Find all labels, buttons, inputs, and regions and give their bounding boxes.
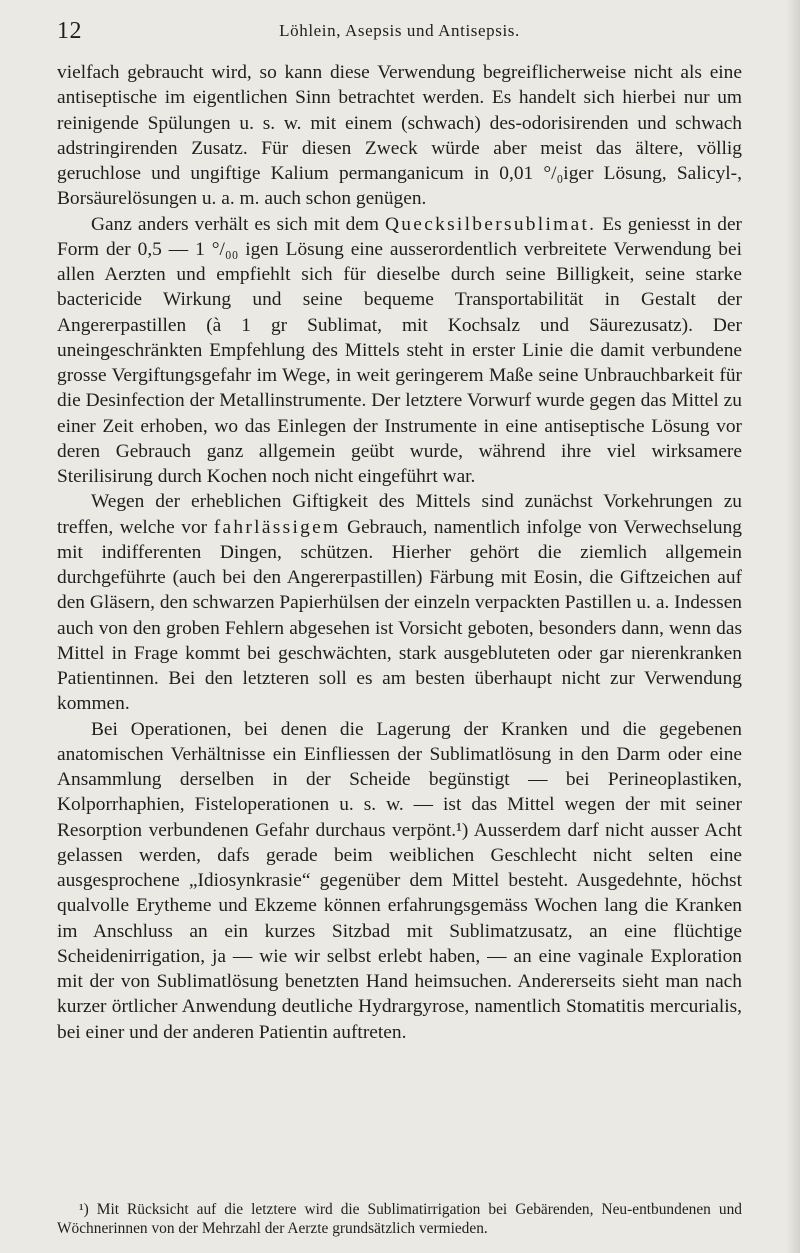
paragraph-1: vielfach gebraucht wird, so kann diese Verwendung begreiflicherweise nicht als eine antiseptische im eigentlichen Sinn betrachtet werden. Es handelt sich hierbei nur um reinigende Spülungen u. s. w. mit einem (schwach) des-odorisirenden und schwach adstringirenden Zusatz. Für diesen Zweck würde aber meist das ältere, völlig geruchlose und ungiftige Kalium permanganicum in 0,01 °/₀iger Lösung, Salicyl-, Borsäurelösungen u. a. m. auch schon genügen. [57, 62, 742, 210]
page-edge-shadow [786, 0, 800, 1253]
paragraph-2-part-b: Es geniesst in der Form der 0,5 — 1 °/₀₀ igen Lösung eine ausserordentlich verbreitete Verwendung bei allen Aerzten und empfiehlt sich für dieselbe durch seine Billigkeit, seine starke bactericide Wirkung und seine bequeme Transportabilität in Gestalt der Angererpastillen (à 1 gr Sublimat, mit Kochsalz und Säurezusatz). Der uneingeschränkten Empfehlung des Mittels steht in erster Linie die damit verbundene grosse Vergiftungsgefahr im Wege, in weit geringerem Maße seine Unbrauchbarkeit für die Desinfection der Metallinstrumente. Der letztere Vorwurf wurde gegen das Mittel zu einer Zeit erhoben, wo das Einlegen der Instrumente in eine antiseptische Lösung vor deren Gebrauch ganz allgemein geübt wurde, während ihre viel wirksamere Sterilisirung durch Kochen noch nicht eingeführt war. [57, 213, 743, 487]
paragraph-2 [57, 212, 742, 490]
footnote-1: ¹) Mit Rücksicht auf die letztere wird die Sublimatirrigation bei Gebärenden, Neu-entbundenen und Wöchnerinnen von der Mehrzahl der Aerzte grundsätzlich vermieden. [57, 1201, 742, 1237]
paragraph-3 [57, 489, 742, 716]
running-head: Löhlein, Asepsis und Antisepsis. [279, 21, 520, 40]
page-header [57, 16, 742, 54]
paragraph-2-spaced-term: Quecksilbersublimat. [384, 213, 597, 235]
paragraph-3-spaced-term: fahrlässigem [213, 516, 341, 538]
paragraph-4: Bei Operationen, bei denen die Lagerung der Kranken und die gegebenen anatomischen Verhältnisse ein Einfliessen der Sublimatlösung in den Darm oder eine Ansammlung derselben in der Scheide begünstigt — bei Perineoplastiken, Kolporrhaphien, Fisteloperationen u. s. w. — ist das Mittel wegen der mit seiner Resorption verbundenen Gefahr durchaus verpönt.¹) Ausserdem darf nicht ausser Acht gelassen werden, dafs gerade beim weiblichen Geschlecht nicht selten eine ausgesprochene „Idiosynkrasie“ gegenüber dem Mittel besteht. Ausgedehnte, höchst qualvolle Erytheme und Ekzeme können erfahrungsgemäss Wochen lang die Kranken im Anschluss an ein kurzes Sitzbad mit Sublimatzusatz, an eine flüchtige Scheidenirrigation, ja — wie wir selbst erlebt haben, — an eine vaginale Exploration mit der von Sublimatlösung benetzten Hand heimsuchen. Andererseits sieht man nach kurzer örtlicher Anwendung deutliche Hydrargyrose, namentlich Stomatitis mercurialis, bei einer und der anderen Patientin auftreten. [57, 718, 742, 1043]
body-text [57, 60, 742, 1045]
paragraph-3-part-b: Gebrauch, namentlich infolge von Verwechselung mit indifferenten Dingen, schützen. Hierher gehört die ziemlich allgemein durchgeführte (auch bei den Angererpastillen) Färbung mit Eosin, die Giftzeichen auf den Gläsern, den schwarzen Papierhülsen der einzeln verpackten Pastillen u. a. Indessen auch von den groben Fehlern abgesehen ist Vorsicht geboten, besonders dann, wenn das Mittel in Frage kommt bei geschwächten, stark ausgebluteten oder gar nierenkranken Patientinnen. Bei den letzteren soll es am besten überhaupt nicht zur Verwendung kommen. [57, 516, 742, 715]
paragraph-3-part-a: Wegen der erheblichen Giftigkeit des Mittels sind zunächst Vorkehrungen zu treffen, welche vor [57, 491, 742, 538]
page-number: 12 [57, 18, 82, 44]
paragraph-2-part-a: Ganz anders verhält es sich mit dem [91, 213, 385, 235]
footnotes [57, 1200, 742, 1238]
